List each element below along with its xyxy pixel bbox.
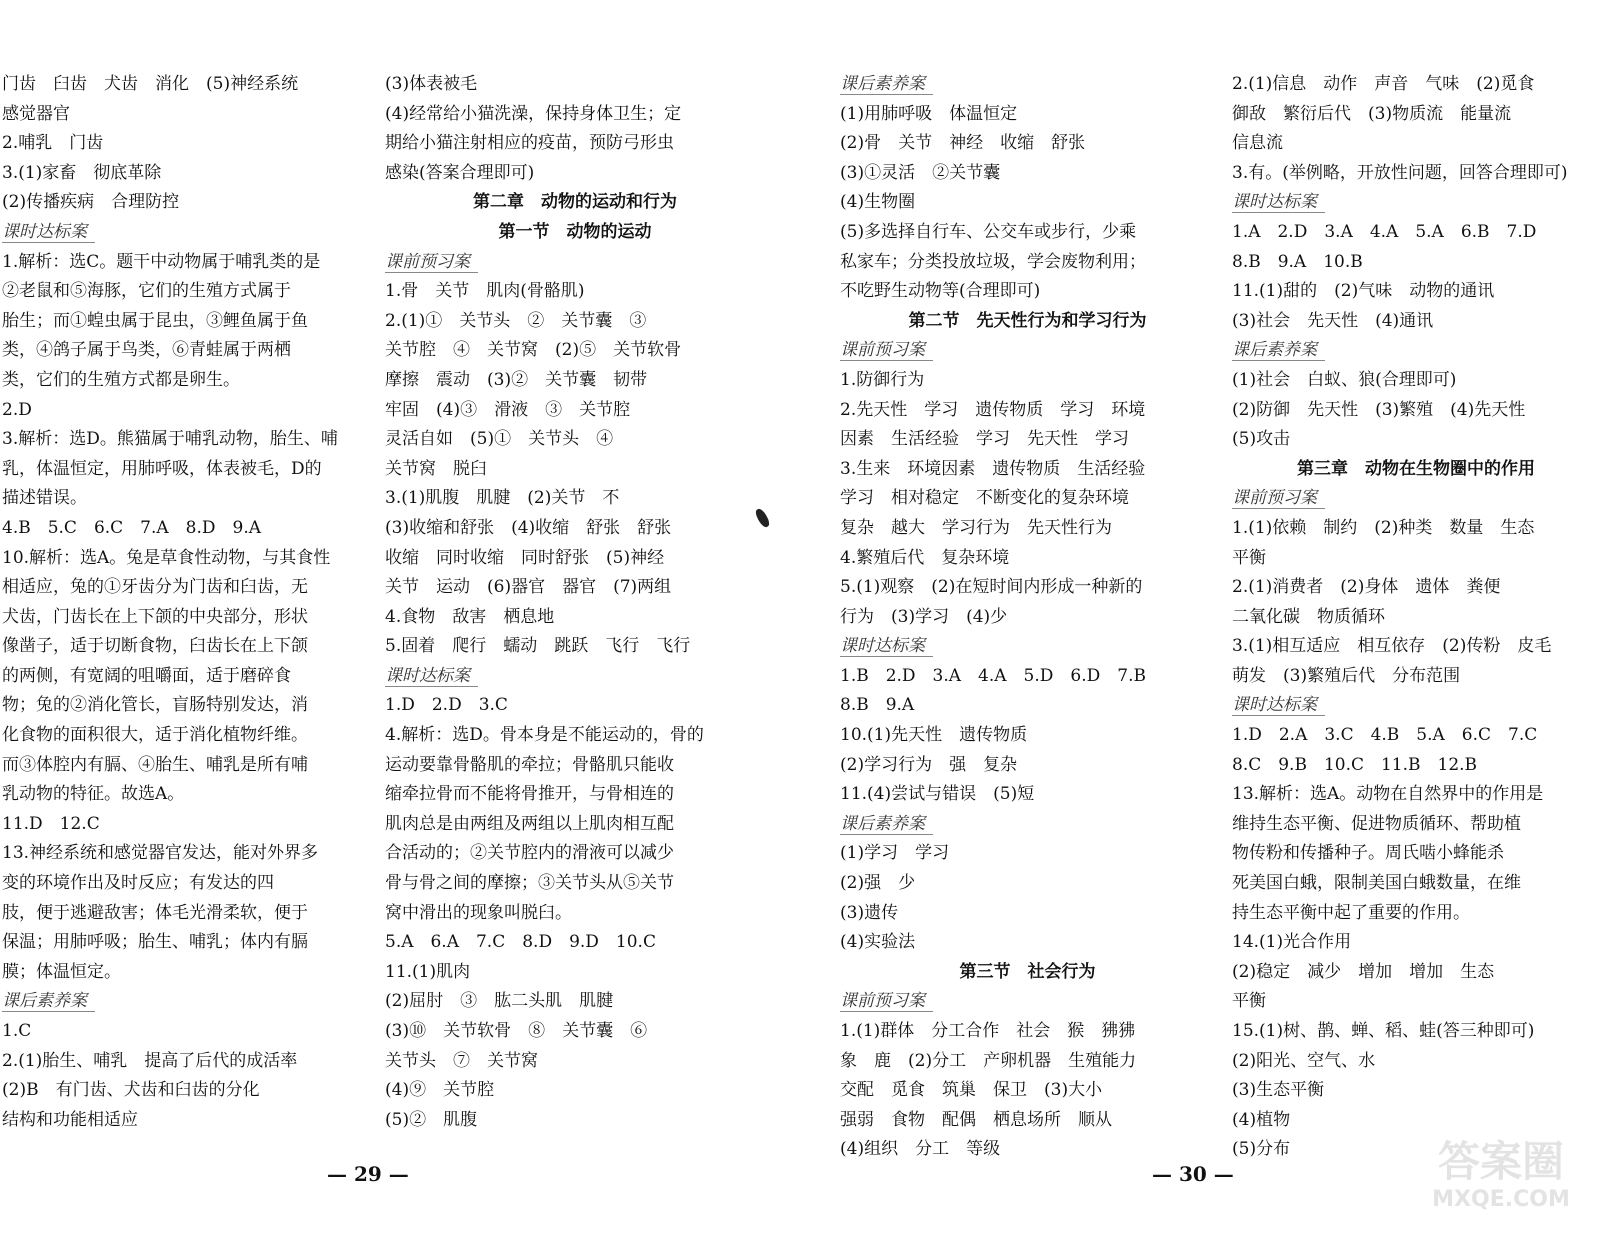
answer-line: 14.(1)光合作用 bbox=[1232, 932, 1352, 953]
chapter-heading: 第三节 社会行为 bbox=[959, 961, 1096, 982]
answer-line: 1.骨 关节 肌肉(骨骼肌) bbox=[385, 281, 585, 302]
answer-line: (1)用肺呼吸 体温恒定 bbox=[840, 103, 1018, 124]
answer-line: (4)实验法 bbox=[840, 932, 916, 953]
answer-line: 11.(1)甜的 (2)气味 动物的通讯 bbox=[1232, 281, 1495, 302]
answer-line: 相适应，兔的①牙齿分为门齿和臼齿，无 bbox=[2, 577, 308, 598]
answer-line: 缩牵拉骨而不能将骨推开，与骨相连的 bbox=[385, 784, 674, 805]
answer-line: 3.(1)相互适应 相互依存 (2)传粉 皮毛 bbox=[1232, 636, 1552, 657]
section-label bbox=[1232, 484, 1600, 514]
section-label bbox=[840, 987, 1215, 1017]
answer-line: 2.(1)信息 动作 声音 气味 (2)觅食 bbox=[1232, 74, 1535, 94]
answer-line: 牢固 (4)③ 滑液 ③ 关节腔 bbox=[385, 399, 631, 420]
section-label-text: 课后素养案 bbox=[840, 814, 933, 835]
answer-line: 交配 觅食 筑巢 保卫 (3)大小 bbox=[840, 1080, 1103, 1101]
answer-line: 3.生来 环境因素 遗传物质 生活经验 bbox=[840, 458, 1146, 479]
answer-line: 二氧化碳 物质循环 bbox=[1232, 606, 1385, 627]
answer-line: 而③体腔内有膈、④胎生、哺乳是所有哺 bbox=[2, 754, 308, 775]
answer-line: (3)收缩和舒张 (4)收缩 舒张 舒张 bbox=[385, 517, 672, 538]
answer-line: 强弱 食物 配偶 栖息场所 顺从 bbox=[840, 1109, 1112, 1130]
column-2 bbox=[385, 70, 765, 1135]
section-label-text: 课前预习案 bbox=[840, 991, 933, 1012]
answer-line: 2.D bbox=[2, 399, 32, 420]
answer-line: 5.A 6.A 7.C 8.D 9.D 10.C bbox=[385, 932, 656, 953]
page-number-left: — 29 — bbox=[327, 1162, 409, 1186]
answer-line: (2)B 有门齿、犬齿和臼齿的分化 bbox=[2, 1080, 260, 1101]
section-label-text: 课时达标案 bbox=[840, 636, 933, 657]
section-label bbox=[840, 632, 1215, 662]
answer-line: (5)② 肌腹 bbox=[385, 1109, 478, 1130]
section-label-text: 课时达标案 bbox=[2, 222, 95, 243]
answer-line: (4)组织 分工 等级 bbox=[840, 1139, 1001, 1160]
answer-line: 8.B 9.A bbox=[840, 695, 915, 716]
column-1 bbox=[2, 70, 372, 1135]
answer-line: 保温；用肺呼吸；胎生、哺乳；体内有膈 bbox=[2, 932, 308, 953]
section-label bbox=[385, 248, 765, 278]
answer-line: 1.D 2.D 3.C bbox=[385, 695, 508, 716]
answer-line: (3)社会 先天性 (4)通讯 bbox=[1232, 310, 1434, 331]
answer-line: 运动要靠骨骼肌的牵拉；骨骼肌只能收 bbox=[385, 754, 674, 775]
answer-line: 收缩 同时收缩 同时舒张 (5)神经 bbox=[385, 547, 665, 568]
answer-line: 萌发 (3)繁殖后代 分布范围 bbox=[1232, 665, 1461, 686]
answer-line: (3)体表被毛 bbox=[385, 74, 478, 94]
section-label bbox=[840, 810, 1215, 840]
answer-line: 门齿 臼齿 犬齿 消化 (5)神经系统 bbox=[2, 74, 299, 94]
answer-line: 像凿子，适于切断食物，臼齿长在上下颌 bbox=[2, 636, 308, 657]
answer-line: 11.(1)肌肉 bbox=[385, 961, 471, 982]
answer-line: 灵活自如 (5)① 关节头 ④ bbox=[385, 429, 614, 450]
answer-line: (2)屈肘 ③ 肱二头肌 肌腱 bbox=[385, 991, 614, 1012]
section-label bbox=[1232, 188, 1600, 218]
answer-line: 物传粉和传播种子。周氏啮小蜂能杀 bbox=[1232, 843, 1504, 864]
answer-line: 因素 生活经验 学习 先天性 学习 bbox=[840, 429, 1129, 450]
answer-line: 学习 相对稳定 不断变化的复杂环境 bbox=[840, 488, 1129, 509]
answer-line: 1.(1)依赖 制约 (2)种类 数量 生态 bbox=[1232, 517, 1535, 538]
answer-line: 2.(1)消费者 (2)身体 遗体 粪便 bbox=[1232, 577, 1501, 598]
answer-line: 摩擦 震动 (3)② 关节囊 韧带 bbox=[385, 369, 648, 390]
answer-line: (3)遗传 bbox=[840, 902, 899, 923]
answer-line: (2)传播疾病 合理防控 bbox=[2, 192, 180, 213]
answer-line: 1.C bbox=[2, 1021, 32, 1041]
answer-line: 8.B 9.A 10.B bbox=[1232, 251, 1363, 272]
answer-line: 关节腔 ④ 关节窝 (2)⑤ 关节软骨 bbox=[385, 340, 682, 361]
answer-line: 2.先天性 学习 遗传物质 学习 环境 bbox=[840, 399, 1146, 420]
answer-line: 肌肉总是由两组及两组以上肌肉相互配 bbox=[385, 813, 674, 834]
answer-line: 11.D 12.C bbox=[2, 813, 100, 834]
chapter-heading: 第三章 动物在生物圈中的作用 bbox=[1297, 458, 1535, 479]
answer-line: 1.A 2.D 3.A 4.A 5.A 6.B 7.D bbox=[1232, 221, 1537, 242]
answer-line: (1)学习 学习 bbox=[840, 843, 950, 864]
answer-line: 2.哺乳 门齿 bbox=[2, 133, 104, 154]
chapter-heading: 第二章 动物的运动和行为 bbox=[473, 192, 677, 213]
section-label bbox=[1232, 336, 1600, 366]
answer-line: 3.(1)肌腹 肌腱 (2)关节 不 bbox=[385, 488, 620, 509]
answer-line: 1.D 2.A 3.C 4.B 5.A 6.C 7.C bbox=[1232, 725, 1538, 746]
section-label bbox=[385, 662, 765, 692]
answer-line: 膜；体温恒定。 bbox=[2, 961, 121, 982]
watermark-url: MXQE.COM bbox=[1432, 1187, 1570, 1212]
answer-line: 象 鹿 (2)分工 产卵机器 生殖能力 bbox=[840, 1050, 1137, 1071]
section-label bbox=[2, 218, 372, 248]
answer-line: 4.解析：选D。骨本身是不能运动的，骨的 bbox=[385, 725, 704, 746]
answer-line: (4)⑨ 关节腔 bbox=[385, 1080, 495, 1101]
section-label-text: 课时达标案 bbox=[1232, 192, 1325, 213]
answer-line: 描述错误。 bbox=[2, 488, 87, 509]
answer-line: 10.解析：选A。兔是草食性动物，与其食性 bbox=[2, 547, 331, 568]
answer-line: 信息流 bbox=[1232, 133, 1283, 154]
answer-line: (4)植物 bbox=[1232, 1109, 1291, 1130]
answer-line: 11.(4)尝试与错误 (5)短 bbox=[840, 784, 1035, 805]
answer-line: 1.B 2.D 3.A 4.A 5.D 6.D 7.B bbox=[840, 665, 1146, 686]
answer-line: 行为 (3)学习 (4)少 bbox=[840, 606, 1008, 627]
section-label-text: 课前预习案 bbox=[385, 252, 478, 273]
answer-line: 5.固着 爬行 蠕动 跳跃 飞行 飞行 bbox=[385, 636, 691, 657]
answer-line: 13.神经系统和感觉器官发达，能对外界多 bbox=[2, 843, 319, 864]
answer-line: (2)稳定 减少 增加 增加 生态 bbox=[1232, 961, 1495, 982]
answer-line: (2)强 少 bbox=[840, 873, 916, 894]
answer-line: 关节头 ⑦ 关节窝 bbox=[385, 1050, 538, 1071]
answer-line: (5)攻击 bbox=[1232, 429, 1291, 450]
answer-line: 胎生；而①蝗虫属于昆虫，③鲤鱼属于鱼 bbox=[2, 310, 308, 331]
answer-line: (5)多选择自行车、公交车或步行，少乘 bbox=[840, 221, 1137, 242]
answer-line: 御敌 繁衍后代 (3)物质流 能量流 bbox=[1232, 103, 1512, 124]
answer-line: 1.解析：选C。题干中动物属于哺乳类的是 bbox=[2, 251, 321, 272]
answer-line: 变的环境作出及时反应；有发达的四 bbox=[2, 873, 274, 894]
answer-line: 3.有。(举例略，开放性问题，回答合理即可) bbox=[1232, 162, 1568, 183]
answer-line: 平衡 bbox=[1232, 547, 1266, 568]
answer-line: 持生态平衡中起了重要的作用。 bbox=[1232, 902, 1470, 923]
answer-line: 10.(1)先天性 遗传物质 bbox=[840, 725, 1028, 746]
column-3 bbox=[840, 70, 1215, 1165]
section-label-text: 课时达标案 bbox=[385, 666, 478, 687]
section-label-text: 课后素养案 bbox=[840, 74, 933, 95]
answer-line: 乳动物的特征。故选A。 bbox=[2, 784, 185, 805]
answer-line: 期给小猫注射相应的疫苗，预防弓形虫 bbox=[385, 133, 674, 154]
answer-line: 3.解析：选D。熊猫属于哺乳动物，胎生、哺 bbox=[2, 429, 338, 450]
answer-line: (3)生态平衡 bbox=[1232, 1080, 1325, 1101]
answer-line: 2.(1)胎生、哺乳 提高了后代的成活率 bbox=[2, 1050, 298, 1071]
answer-line: 复杂 越大 学习行为 先天性行为 bbox=[840, 517, 1112, 538]
answer-line: 15.(1)树、鹊、蝉、稻、蛙(答三种即可) bbox=[1232, 1021, 1535, 1041]
answer-line: 犬齿，门齿长在上下颌的中央部分，形状 bbox=[2, 606, 308, 627]
answer-line: (4)经常给小猫洗澡，保持身体卫生；定 bbox=[385, 103, 682, 124]
section-label bbox=[1232, 691, 1600, 721]
answer-line: ②老鼠和⑤海豚，它们的生殖方式属于 bbox=[2, 281, 291, 302]
column-4 bbox=[1232, 70, 1600, 1165]
answer-line: 1.(1)群体 分工合作 社会 猴 狒狒 bbox=[840, 1021, 1136, 1041]
answer-line: 骨与骨之间的摩擦；③关节头从⑤关节 bbox=[385, 873, 674, 894]
section-label bbox=[840, 336, 1215, 366]
answer-line: (2)防御 先天性 (3)繁殖 (4)先天性 bbox=[1232, 399, 1526, 420]
answer-line: 不吃野生动物等(合理即可) bbox=[840, 281, 1041, 302]
answer-line: (1)社会 白蚁、狼(合理即可) bbox=[1232, 369, 1457, 390]
section-label-text: 课后素养案 bbox=[2, 991, 95, 1012]
answer-line: 4.繁殖后代 复杂环境 bbox=[840, 547, 1010, 568]
watermark-logo bbox=[1426, 1137, 1576, 1217]
answer-line: 5.(1)观察 (2)在短时间内形成一种新的 bbox=[840, 577, 1143, 598]
answer-line: 13.解析：选A。动物在自然界中的作用是 bbox=[1232, 784, 1544, 805]
answer-line: (2)阳光、空气、水 bbox=[1232, 1050, 1376, 1071]
answer-line: 死美国白蛾，限制美国白蛾数量，在维 bbox=[1232, 873, 1521, 894]
answer-line: 私家车；分类投放垃圾，学会废物利用； bbox=[840, 251, 1146, 272]
answer-line: 平衡 bbox=[1232, 991, 1266, 1012]
answer-line: 1.防御行为 bbox=[840, 369, 925, 390]
section-label-text: 课前预习案 bbox=[1232, 488, 1325, 509]
answer-line: (3)⑩ 关节软骨 ⑧ 关节囊 ⑥ bbox=[385, 1021, 648, 1041]
answer-line: 合活动的；②关节腔内的滑液可以减少 bbox=[385, 843, 674, 864]
answer-line: 关节 运动 (6)器官 器官 (7)两组 bbox=[385, 577, 672, 598]
answer-line: (2)骨 关节 神经 收缩 舒张 bbox=[840, 133, 1086, 154]
answer-line: 3.(1)家畜 彻底革除 bbox=[2, 162, 162, 183]
answer-line: 肢，便于逃避敌害；体毛光滑柔软，便于 bbox=[2, 902, 308, 923]
answer-line: 维持生态平衡、促进物质循环、帮助植 bbox=[1232, 813, 1521, 834]
chapter-heading: 第一节 动物的运动 bbox=[498, 221, 652, 242]
page-number-right: — 30 — bbox=[1152, 1162, 1234, 1186]
section-label bbox=[840, 70, 1215, 100]
watermark-title: 答案圈 bbox=[1437, 1137, 1564, 1186]
answer-line: 窝中滑出的现象叫脱臼。 bbox=[385, 902, 572, 923]
answer-line: (4)生物圈 bbox=[840, 192, 916, 213]
answer-line: 的两侧，有宽阔的咀嚼面，适于磨碎食 bbox=[2, 665, 291, 686]
answer-line: 物；兔的②消化管长，盲肠特别发达，消 bbox=[2, 695, 308, 716]
section-label bbox=[2, 987, 372, 1017]
answer-line: 类，④鸽子属于鸟类，⑥青蛙属于两栖 bbox=[2, 340, 291, 361]
answer-line: 感染(答案合理即可) bbox=[385, 162, 535, 183]
answer-line: 2.(1)① 关节头 ② 关节囊 ③ bbox=[385, 310, 647, 331]
answer-line: 感觉器官 bbox=[2, 103, 70, 124]
answer-line: 关节窝 脱臼 bbox=[385, 458, 487, 479]
section-label-text: 课前预习案 bbox=[840, 340, 933, 361]
section-label-text: 课时达标案 bbox=[1232, 695, 1325, 716]
section-label-text: 课后素养案 bbox=[1232, 340, 1325, 361]
answer-line: 化食物的面积很大，适于消化植物纤维。 bbox=[2, 725, 308, 746]
answer-line: 结构和功能相适应 bbox=[2, 1109, 138, 1130]
answer-line: (5)分布 bbox=[1232, 1139, 1291, 1160]
answer-line: 乳，体温恒定，用肺呼吸，体表被毛，D的 bbox=[2, 458, 322, 479]
answer-line: 8.C 9.B 10.C 11.B 12.B bbox=[1232, 754, 1478, 775]
answer-line: 类，它们的生殖方式都是卵生。 bbox=[2, 369, 240, 390]
answer-line: 4.B 5.C 6.C 7.A 8.D 9.A bbox=[2, 517, 262, 538]
answer-line: (3)①灵活 ②关节囊 bbox=[840, 162, 1001, 183]
answer-line: (2)学习行为 强 复杂 bbox=[840, 754, 1018, 775]
answer-line: 4.食物 敌害 栖息地 bbox=[385, 606, 555, 627]
chapter-heading: 第二节 先天性行为和学习行为 bbox=[908, 310, 1147, 331]
